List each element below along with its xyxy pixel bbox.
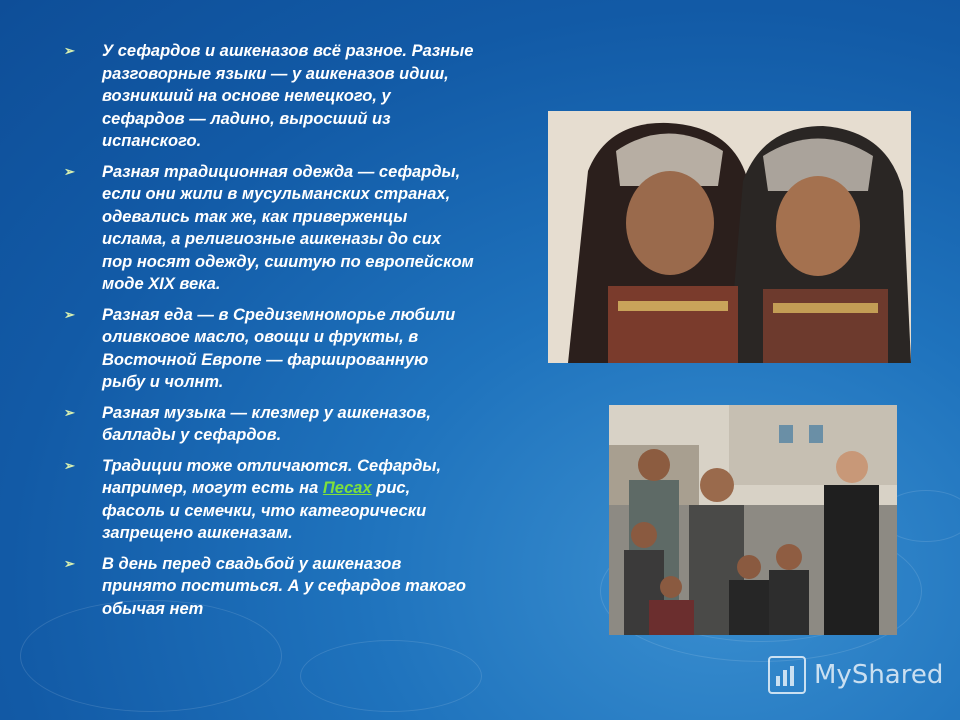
bullet-arrow-icon: ➢ xyxy=(64,43,75,58)
pesach-link[interactable]: Песах xyxy=(322,479,372,497)
bullet-text: Разная еда — в Средиземноморье любили оливковое масло, овощи и фрукты, в Восточной Европе — фаршированную рыбу и чолнт. xyxy=(102,305,456,391)
ripple-decoration xyxy=(300,640,482,712)
bullet-text-before: Традиции тоже отличаются. Сефарды, например, могут есть на xyxy=(102,456,442,497)
photo-sephardic-women-illustration xyxy=(548,111,911,363)
bullet-text: Разная традиционная одежда — сефарды, если они жили в мусульманских странах, одевались так же, как приверженцы ислама, а религиозные ашкеназы до сих пор носят одежду, сшитую по европейском моде XIX века. xyxy=(102,162,474,293)
myshared-watermark xyxy=(768,656,943,694)
bullet-item xyxy=(64,40,474,153)
bullet-arrow-icon: ➢ xyxy=(64,163,75,179)
bullet-arrow-icon: ➢ xyxy=(64,306,75,322)
bullet-item xyxy=(64,553,474,621)
bullet-item xyxy=(64,402,474,447)
photo-family-group-illustration xyxy=(609,405,897,635)
bullet-arrow-icon: ➢ xyxy=(64,555,75,571)
slide-text-block xyxy=(64,40,474,628)
myshared-logo-icon xyxy=(768,656,806,694)
bullet-text xyxy=(102,455,474,545)
bullet-item xyxy=(64,455,474,545)
bullet-text-after: рис, фасоль и семечки, что категорически запрещено ашкеназам. xyxy=(102,479,427,542)
watermark-text: MyShared xyxy=(814,660,944,690)
photo-family-group xyxy=(609,405,897,635)
myshared-logo-icon-graphic xyxy=(770,658,804,692)
bullet-item xyxy=(64,161,474,296)
bullet-arrow-icon: ➢ xyxy=(64,457,75,473)
bullet-arrow-icon: ➢ xyxy=(64,404,75,420)
bullet-text: В день перед свадьбой у ашкеназов принято поститься. А у сефардов такого обычая нет xyxy=(102,554,466,618)
photo-sephardic-women xyxy=(548,111,911,363)
bullet-text: Разная музыка — клезмер у ашкеназов, баллады у сефардов. xyxy=(102,403,431,444)
bullet-item xyxy=(64,304,474,394)
bullet-text: У сефардов и ашкеназов всё разное. Разные разговорные языки — у ашкеназов идиш, возникший на основе немецкого, у сефардов — ладино, выросший из испанского. xyxy=(102,42,474,150)
